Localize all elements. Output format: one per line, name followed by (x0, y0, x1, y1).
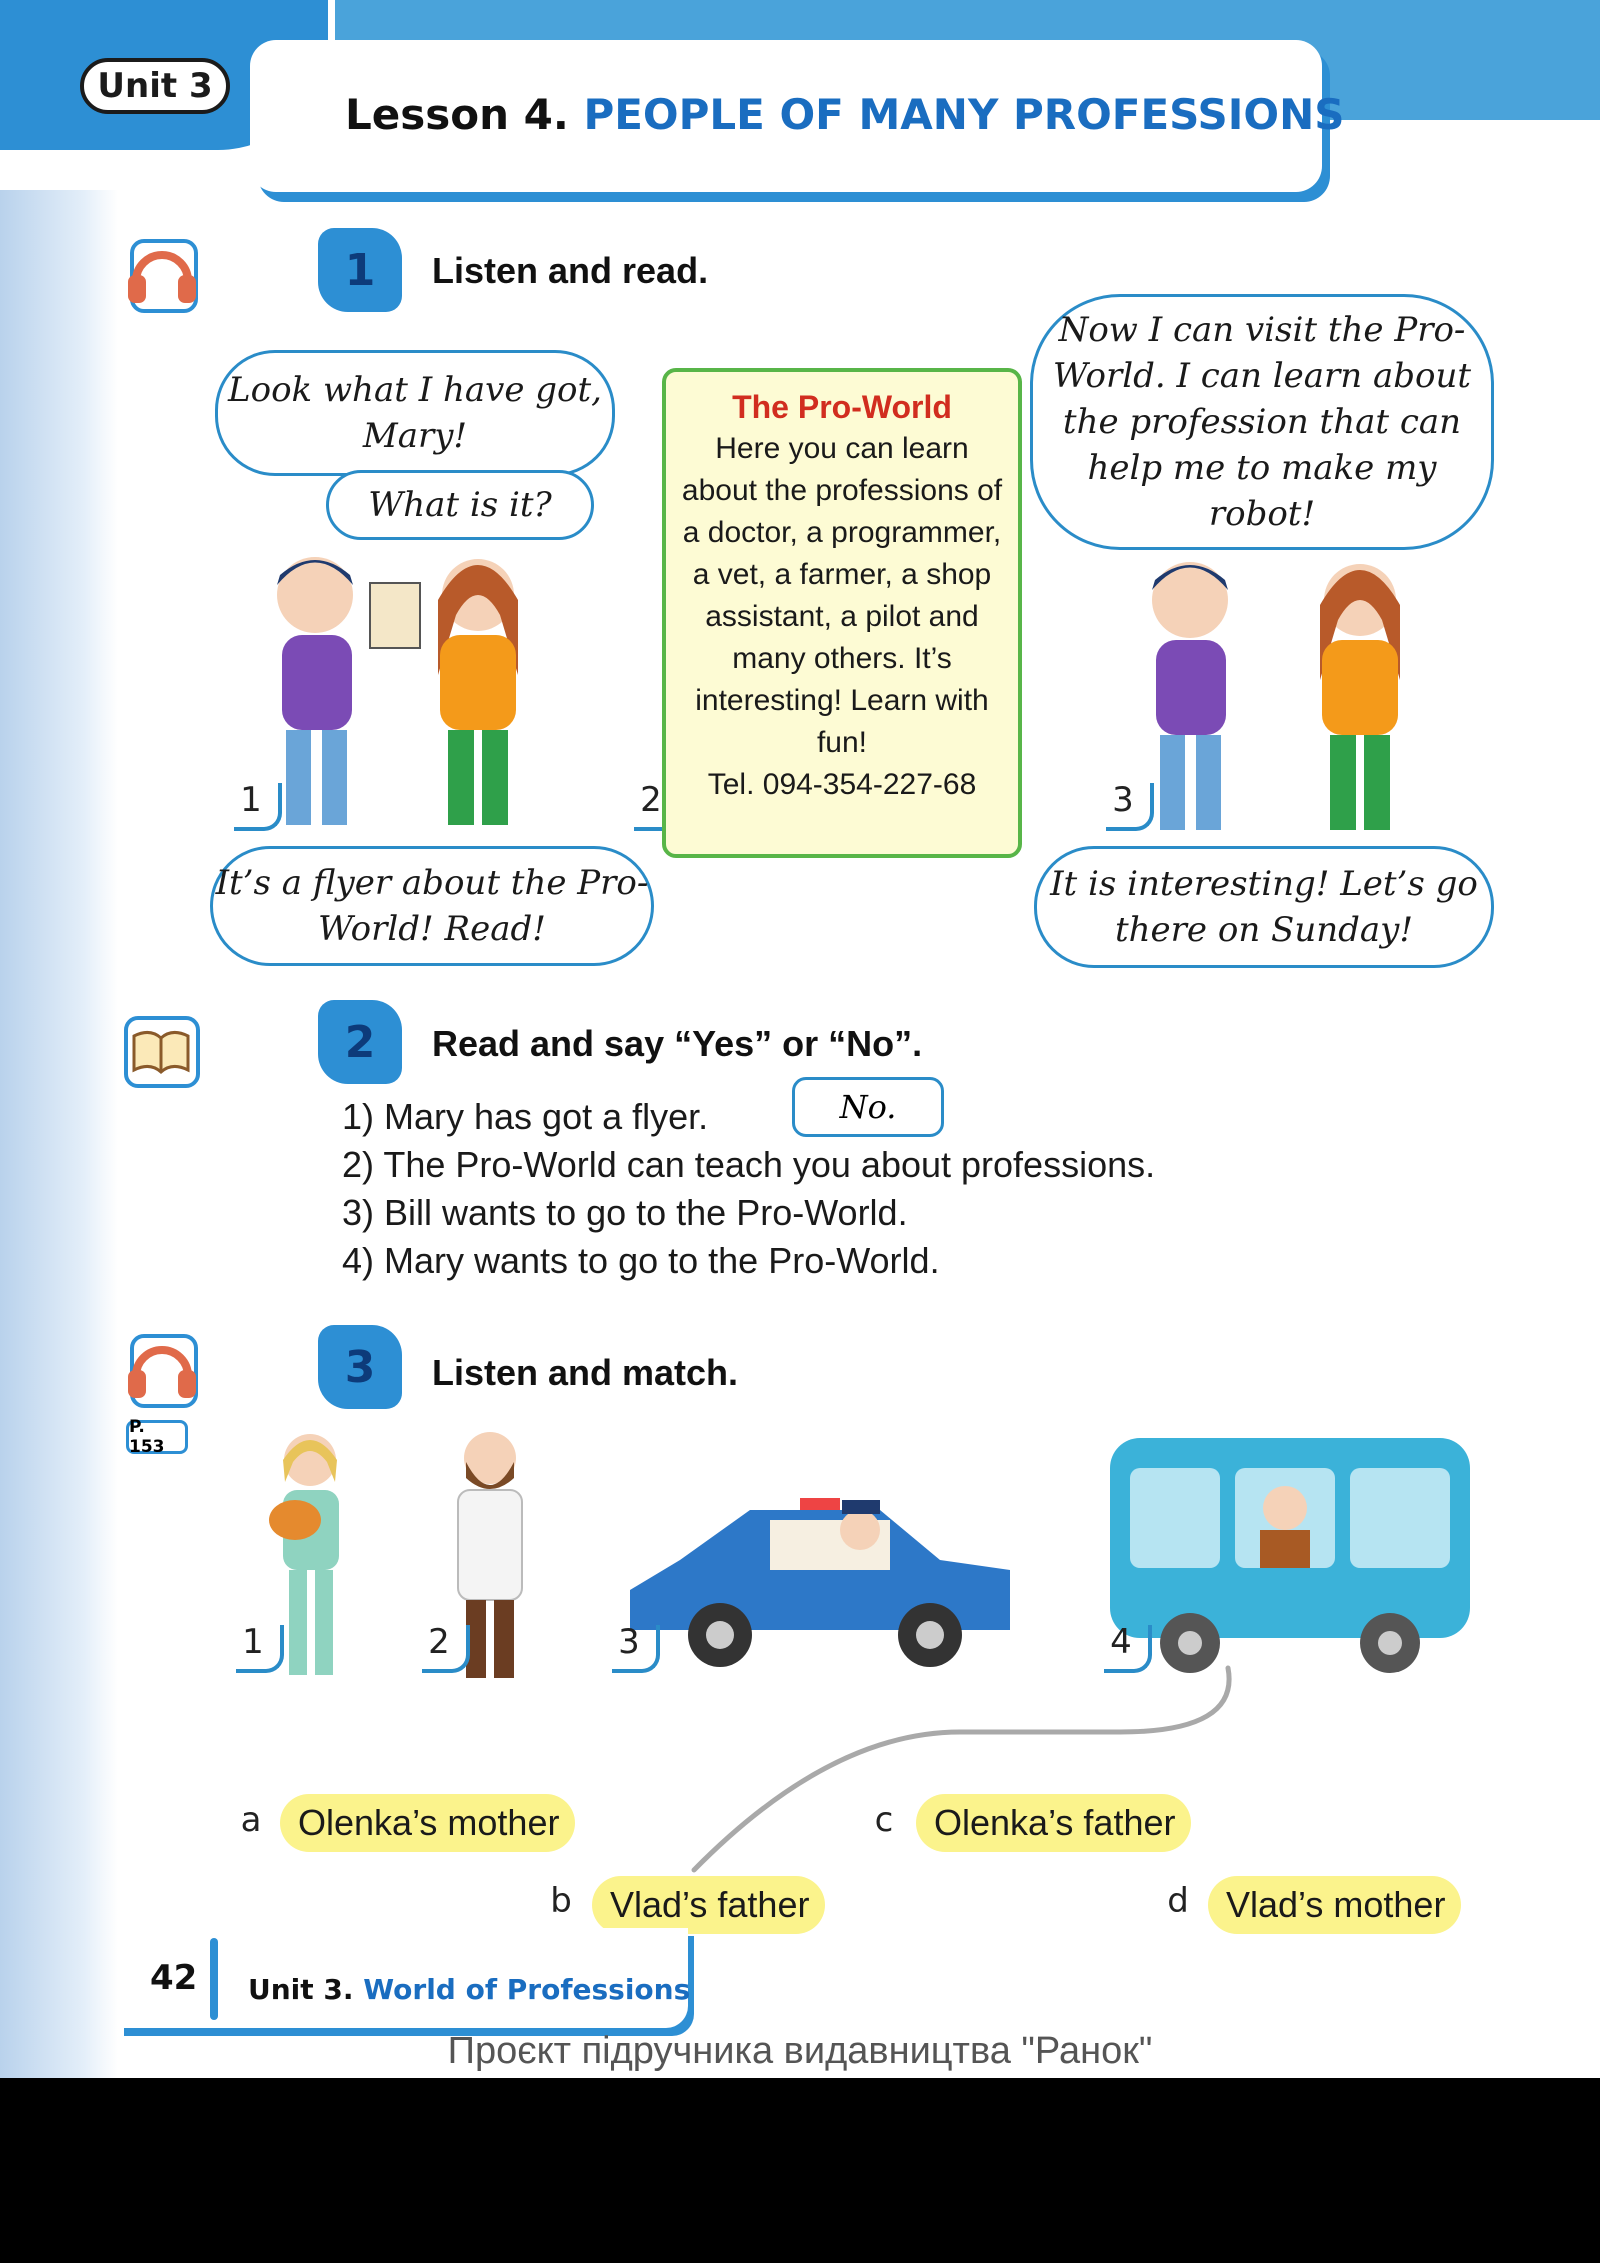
picture-number-2: 2 (414, 1617, 464, 1667)
exercise-2-number: 2 (318, 1000, 402, 1084)
statement-1: 1) Mary has got a flyer. (342, 1096, 709, 1137)
statement-4: 4) Mary wants to go to the Pro-World. (342, 1240, 940, 1281)
speech-bubble-what: What is it? (326, 470, 594, 540)
pro-world-flyer (662, 368, 1022, 858)
exercise-2-title: Read and say “Yes” or “No”. (432, 1023, 923, 1064)
boy-and-girl-illustration-1 (230, 545, 590, 845)
picture-number-4: 4 (1096, 1617, 1146, 1667)
frame-number-2: 2 (626, 775, 676, 825)
audio-page-reference: P. 153 (126, 1420, 188, 1454)
lesson-title (345, 90, 1345, 139)
frame-number-1: 1 (226, 775, 276, 825)
police-car-picture (620, 1470, 1020, 1680)
option-letter-a: a (240, 1800, 262, 1840)
statement-2: 2) The Pro-World can teach you about professions. (342, 1144, 1156, 1185)
unit-badge: Unit 3 (80, 58, 230, 114)
exercise-1-number: 1 (318, 228, 402, 312)
statement-list (342, 1093, 1155, 1285)
flyer-phone: Tel. 094-354-227-68 (707, 768, 977, 801)
boy-and-girl-illustration-3 (1120, 550, 1460, 840)
bus-picture (1100, 1428, 1480, 1683)
speech-bubble-look: Look what I have got, Mary! (215, 350, 615, 476)
flyer-body: Here you can learn about the professions of a doctor, a programmer, a vet, a farmer, a shop assistant, a pilot and many others. It’s interesting! Learn with fun! (681, 432, 1003, 759)
frame-number-3: 3 (1098, 775, 1148, 825)
footer-unit-name: World of Professions (363, 1973, 691, 2006)
picture-number-1: 1 (228, 1617, 278, 1667)
exercise-3-title: Listen and match. (432, 1352, 739, 1393)
speech-bubble-flyer: It’s a flyer about the Pro-World! Read! (210, 846, 654, 966)
option-c[interactable]: Olenka’s father (916, 1794, 1191, 1852)
statement-3: 3) Bill wants to go to the Pro-World. (342, 1192, 908, 1233)
option-letter-d: d (1167, 1881, 1189, 1921)
footer-unit-prefix: Unit 3. (248, 1973, 354, 2006)
page-number: 42 (150, 1958, 198, 1998)
headphones-icon (118, 235, 204, 319)
option-a[interactable]: Olenka’s mother (280, 1794, 575, 1852)
option-b[interactable]: Vlad’s father (592, 1876, 825, 1934)
lesson-number: Lesson 4. (345, 90, 569, 139)
exercise-1-title: Listen and read. (432, 250, 709, 291)
option-d[interactable]: Vlad’s mother (1208, 1876, 1461, 1934)
flyer-title: The Pro-World (732, 389, 952, 425)
headphones-icon (118, 1330, 204, 1414)
exercise-3-number: 3 (318, 1325, 402, 1409)
left-margin-strip (0, 0, 118, 2078)
example-answer: No. (792, 1077, 944, 1137)
option-letter-b: b (550, 1881, 572, 1921)
lesson-name: PEOPLE OF MANY PROFESSIONS (583, 90, 1345, 139)
footer-divider (210, 1938, 218, 2020)
footer-unit-title (248, 1973, 690, 2006)
publisher-caption: Проєкт підручника видавництва "Ранок" (447, 2030, 1153, 2072)
picture-number-3: 3 (604, 1617, 654, 1667)
speech-bubble-visit: Now I can visit the Pro-World. I can learn about the profession that can help me to make my robot! (1030, 294, 1494, 550)
option-letter-c: c (874, 1800, 894, 1840)
book-icon (118, 1012, 204, 1096)
speech-bubble-sunday: It is interesting! Let’s go there on Sunday! (1034, 846, 1494, 968)
